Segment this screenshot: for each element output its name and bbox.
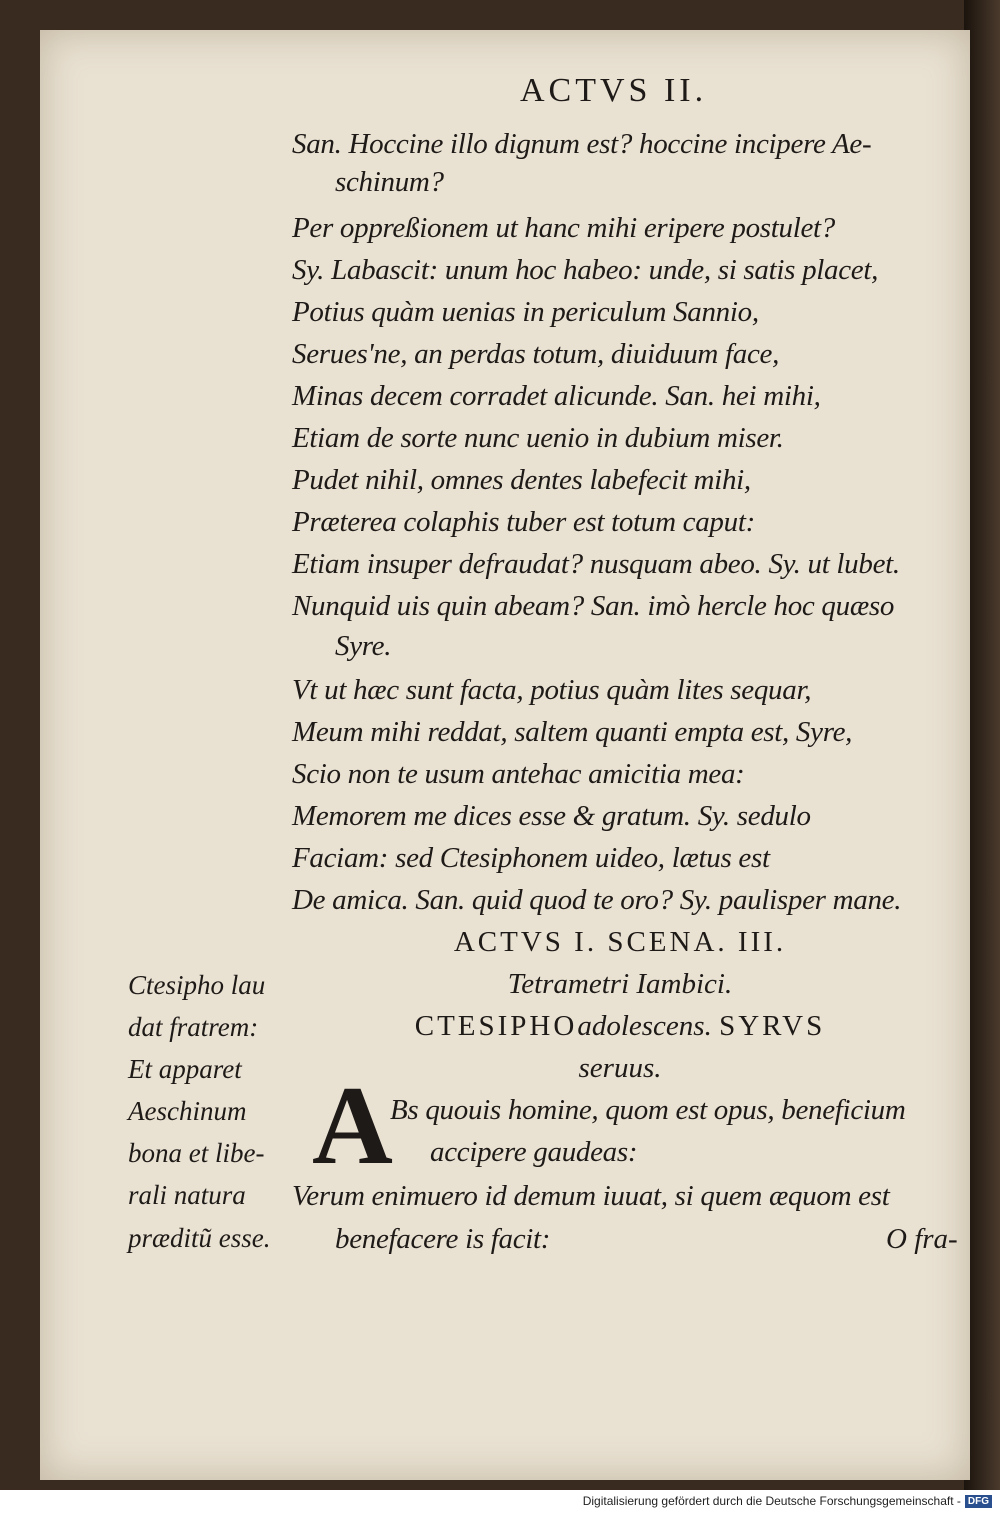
verse-line: accipere gaudeas: (430, 1136, 638, 1168)
book-page (40, 30, 970, 1480)
running-head: ACTVS II. (520, 72, 708, 109)
verse-line: Vt ut hæc sunt facta, potius quàm lites sequar, (292, 674, 812, 706)
verse-line: Scio non te usum antehac amicitia mea: (292, 758, 745, 790)
verse-line: Bs quouis homine, quom est opus, beneficium (390, 1094, 906, 1126)
verse-line: Etiam de sorte nunc uenio in dubium miser. (292, 422, 784, 454)
verse-line: Verum enimuero id demum iuuat, si quem æquom est (292, 1180, 890, 1212)
drop-cap: A (312, 1064, 393, 1188)
verse-line: Sy. Labascit: unum hoc habeo: unde, si satis placet, (292, 254, 879, 286)
side-note-line: rali natura (128, 1180, 246, 1210)
side-note-line: præditũ esse. (128, 1223, 271, 1253)
scene-heading: ACTVS I. SCENA. III. (453, 926, 787, 958)
verse-line: Potius quàm uenias in periculum Sannio, (292, 296, 759, 328)
character-name: SYRVS (719, 1010, 826, 1042)
character-name: CTESIPHO (414, 1010, 578, 1042)
verse-line: Syre. (335, 630, 392, 662)
verse-line: San. Hoccine illo dignum est? hoccine incipere Ae- (292, 128, 872, 160)
meter-label: Tetrametri Iambici. (507, 968, 733, 1000)
verse-line: Faciam: sed Ctesiphonem uideo, lætus est (292, 842, 770, 874)
side-note-line: Ctesipho lau (128, 970, 266, 1000)
verse-line: Nunquid uis quin abeam? San. imò hercle hoc quæso (292, 590, 895, 622)
side-note-line: Et apparet (128, 1054, 242, 1084)
character-role: seruus. (578, 1052, 662, 1084)
funding-footer (583, 1494, 992, 1508)
verse-line: Memorem me dices esse & gratum. Sy. sedulo (292, 800, 811, 832)
verse-line: Serues'ne, an perdas totum, diuiduum face, (292, 338, 780, 370)
verse-line: benefacere is facit: (335, 1223, 551, 1255)
verse-line: Pudet nihil, omnes dentes labefecit mihi, (292, 464, 751, 496)
verse-line: Meum mihi reddat, saltem quanti empta est, Syre, (292, 716, 853, 748)
side-note-line: dat fratrem: (128, 1012, 259, 1042)
characters-line (292, 1010, 948, 1043)
footer-text: Digitalisierung gefördert durch die Deutsche Forschungsgemeinschaft - (582, 1494, 961, 1508)
dfg-logo: DFG (965, 1495, 992, 1508)
character-role: adolescens. (577, 1010, 712, 1042)
verse-line: Præterea colaphis tuber est totum caput: (292, 506, 755, 538)
verse-line: schinum? (335, 166, 444, 198)
verse-line: De amica. San. quid quod te oro? Sy. paulisper mane. (292, 884, 902, 916)
catchword: O fra- (886, 1223, 958, 1255)
side-note-line: Aeschinum (128, 1096, 247, 1126)
side-note-line: bona et libe- (128, 1138, 265, 1168)
verse-line: Etiam insuper defraudat? nusquam abeo. Sy. ut lubet. (292, 548, 900, 580)
verse-line: Per oppreßionem ut hanc mihi eripere postulet? (292, 212, 836, 244)
verse-line: Minas decem corradet alicunde. San. hei mihi, (292, 380, 821, 412)
